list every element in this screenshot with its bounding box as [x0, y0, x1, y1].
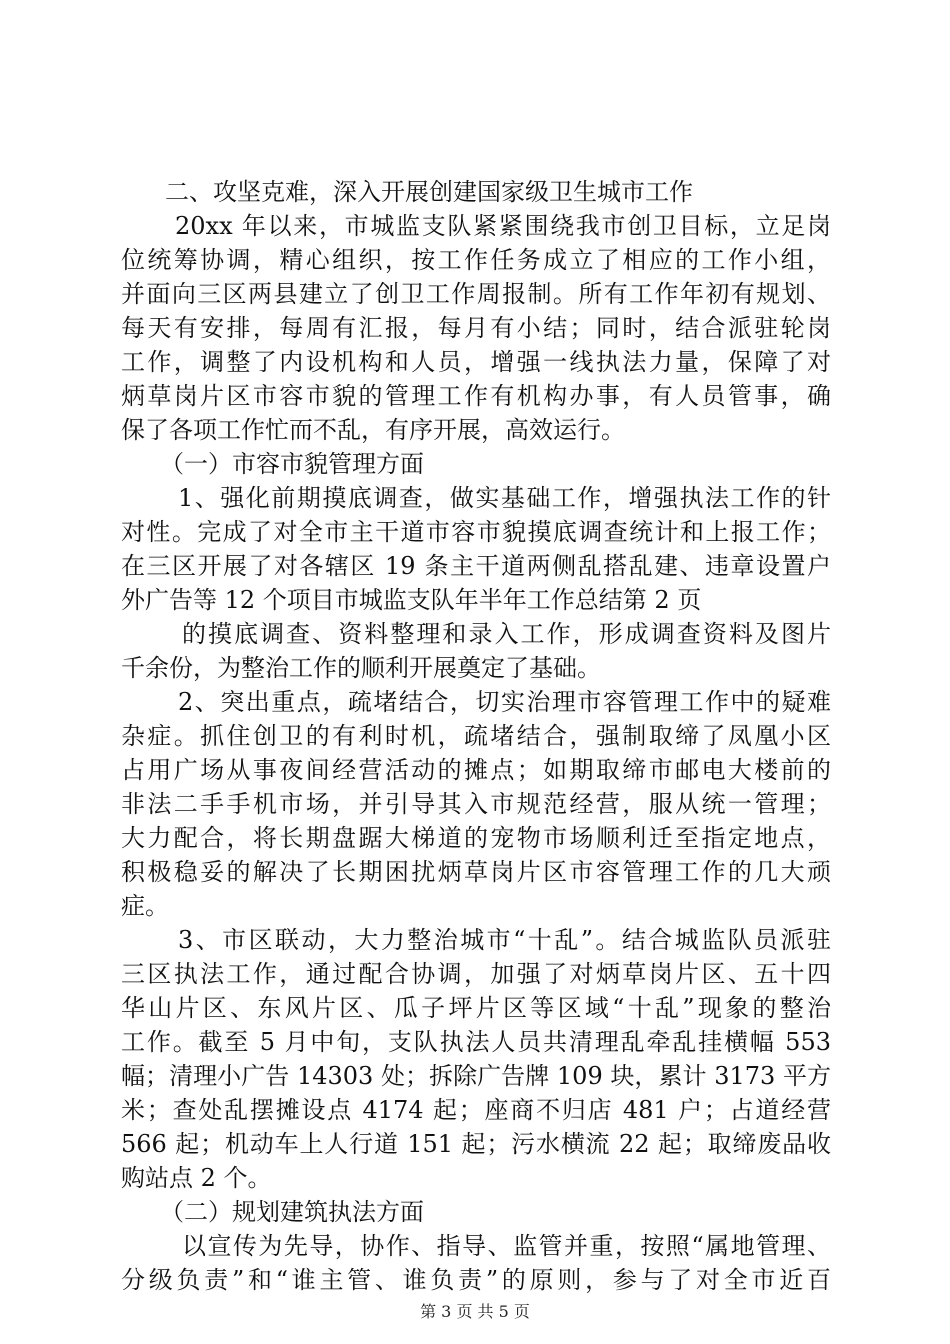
- paragraph-line: 位统筹协调，精心组织，按工作任务成立了相应的工作小组，: [121, 246, 831, 274]
- paragraph-line: 1、强化前期摸底调查，做实基础工作，增强执法工作的针: [178, 484, 831, 512]
- paragraph-line: 幅；清理小广告 14303 处；拆除广告牌 109 块，累计 3173 平方: [121, 1062, 831, 1090]
- paragraph-line: 分级负责”和“谁主管、谁负责”的原则，参与了对全市近百: [121, 1266, 831, 1294]
- paragraph-line: 杂症。抓住创卫的有利时机，疏堵结合，强制取缔了凤凰小区: [121, 722, 831, 750]
- page-footer: 第 3 页 共 5 页: [420, 1302, 530, 1321]
- paragraph-line: 566 起；机动车上人行道 151 起；污水横流 22 起；取缔废品收: [121, 1130, 831, 1158]
- paragraph-line: 华山片区、东风片区、瓜子坪片区等区域“十乱”现象的整治: [121, 994, 831, 1022]
- paragraph-line: 20xx 年以来，市城监支队紧紧围绕我市创卫目标，立足岗: [175, 212, 831, 240]
- paragraph-line: 工作，调整了内设机构和人员，增强一线执法力量，保障了对: [121, 348, 831, 376]
- paragraph-line: 以宣传为先导，协作、指导、监管并重，按照“属地管理、: [182, 1232, 831, 1260]
- paragraph-line: 保了各项工作忙而不乱，有序开展，高效运行。: [121, 416, 625, 444]
- paragraph-line: 占用广场从事夜间经营活动的摊点；如期取缔市邮电大楼前的: [121, 756, 831, 784]
- paragraph-line: 2、突出重点，疏堵结合，切实治理市容管理工作中的疑难: [178, 688, 831, 716]
- paragraph-line: 症。: [121, 892, 169, 920]
- paragraph-line: 在三区开展了对各辖区 19 条主干道两侧乱搭乱建、违章设置户: [121, 552, 831, 580]
- paragraph-line: 每天有安排，每周有汇报，每月有小结；同时，结合派驻轮岗: [121, 314, 831, 342]
- paragraph-line: 购站点 2 个。: [121, 1164, 272, 1192]
- section-heading: 二、攻坚克难，深入开展创建国家级卫生城市工作: [165, 178, 693, 206]
- paragraph-line: 非法二手手机市场，并引导其入市规范经营，服从统一管理；: [121, 790, 831, 818]
- paragraph-line: 三区执法工作，通过配合协调，加强了对炳草岗片区、五十四: [121, 960, 831, 988]
- paragraph-line: 炳草岗片区市容市貌的管理工作有机构办事，有人员管事，确: [121, 382, 831, 410]
- paragraph-line: 对性。完成了对全市主干道市容市貌摸底调查统计和上报工作；: [121, 518, 831, 546]
- paragraph-line: 外广告等 12 个项目市城监支队年半年工作总结第 2 页: [121, 586, 702, 614]
- subsection-heading: （一）市容市貌管理方面: [160, 450, 424, 478]
- paragraph-line: 米；查处乱摆摊设点 4174 起；座商不归店 481 户；占道经营: [121, 1096, 831, 1124]
- paragraph-line: 并面向三区两县建立了创卫工作周报制。所有工作年初有规划、: [121, 280, 831, 308]
- paragraph-line: 千余份，为整治工作的顺利开展奠定了基础。: [121, 654, 601, 682]
- paragraph-line: 的摸底调查、资料整理和录入工作，形成调查资料及图片: [182, 620, 831, 648]
- paragraph-line: 大力配合，将长期盘踞大梯道的宠物市场顺利迁至指定地点，: [121, 824, 831, 852]
- paragraph-line: 积极稳妥的解决了长期困扰炳草岗片区市容管理工作的几大顽: [121, 858, 831, 886]
- subsection-heading: （二）规划建筑执法方面: [160, 1198, 424, 1226]
- paragraph-line: 3、市区联动，大力整治城市“十乱”。结合城监队员派驻: [178, 926, 831, 954]
- paragraph-line: 工作。截至 5 月中旬，支队执法人员共清理乱牵乱挂横幅 553: [121, 1028, 831, 1056]
